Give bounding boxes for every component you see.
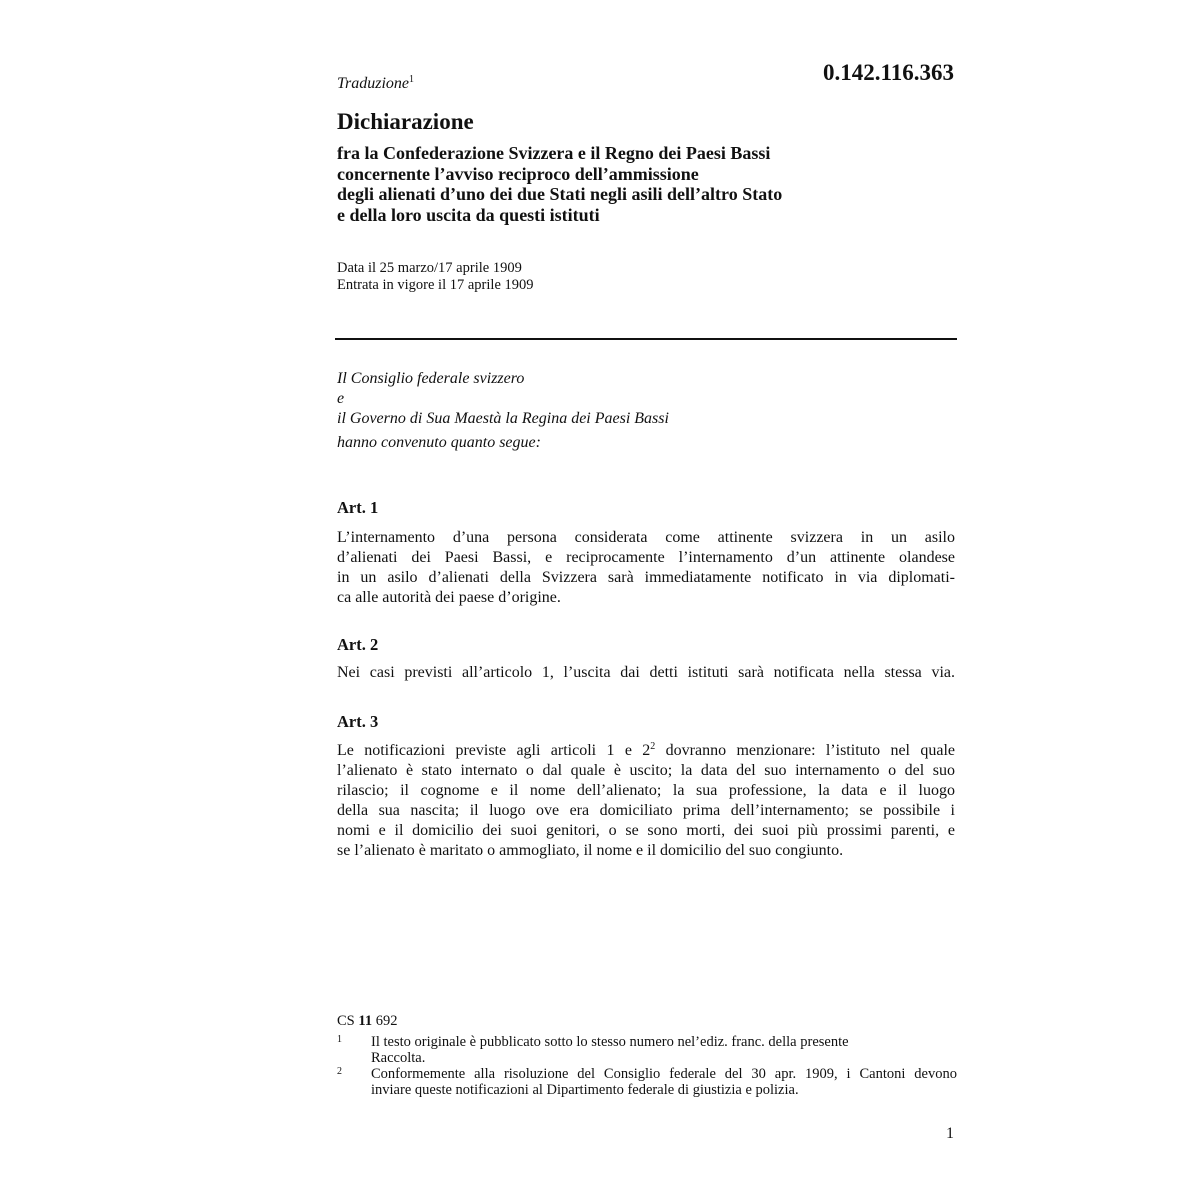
separator-rule: [335, 338, 957, 340]
document-dates: [337, 260, 534, 293]
cs-reference: CS 11 692: [337, 1013, 398, 1029]
document-title: Dichiarazione: [337, 109, 474, 134]
article-line: se l’alienato è maritato o ammogliato, il nome e il domicilio del suo congiunto.: [337, 842, 844, 859]
article-line: Le notificazioni previste agli articoli 1 e $2^2$ dovranno menzionare: l’istituto nel quale: [337, 741, 956, 759]
subtitle-line: degli alienati d’uno dei due Stati negli asili dell’altro Stato: [337, 184, 783, 204]
sr-number: 0.142.116.363: [823, 60, 954, 85]
document-page: [337, 0, 957, 1200]
preamble: [337, 369, 669, 453]
article-3-heading: Art. 3: [337, 712, 379, 731]
article-line: ca alle autorità dei paese d’origine.: [337, 589, 561, 606]
footnote-2: [337, 1066, 957, 1098]
article-line: Nei casi previsti all’articolo 1, l’uscita dai detti istituti sarà notificata nella stessa via.: [337, 664, 955, 681]
footnote-number: 1: [337, 1034, 342, 1045]
footnote-line: Il testo originale è pubblicato sotto lo stesso numero nel’ediz. franc. della presente: [371, 1034, 849, 1050]
article-1-heading: Art. 1: [337, 498, 379, 517]
footnote-ref-2: 2: [650, 741, 656, 752]
article-line: d’alienati dei Paesi Bassi, e reciprocamente l’internamento d’un attinente olandese: [337, 549, 955, 566]
footnote-line: inviare queste notificazioni al Dipartimento federale di giustizia e polizia.: [371, 1082, 799, 1098]
date-concluded: Data il 25 marzo/17 aprile 1909: [337, 260, 522, 276]
footnote-ref-1: 1: [409, 74, 415, 85]
preamble-conjunction: e: [337, 390, 345, 407]
article-line: in un asilo d’alienati della Svizzera sarà immediatamente notificato in via diplomati-: [337, 569, 955, 586]
article-line: rilascio; il cognome e il nome dell’alienato; la sua professione, la data e il luogo: [337, 782, 955, 799]
article-line: nomi e il domicilio dei suoi genitori, o se sono morti, dei suoi più prossimi parenti, e: [337, 822, 955, 839]
article-line: della sua nascita; il luogo ove era domiciliato prima dell’internamento; se possibile i: [337, 802, 955, 819]
article-3-text: [337, 741, 955, 861]
article-1-text: [337, 528, 955, 608]
document-subtitle: [337, 143, 782, 225]
subtitle-line: e della loro uscita da questi istituti: [337, 204, 600, 225]
article-2-text: [337, 663, 955, 683]
footnote-number: 2: [337, 1066, 342, 1077]
article-line: L’internamento d’una persona considerata come attinente svizzera in un asilo: [337, 529, 955, 546]
footnote-1: [337, 1034, 957, 1066]
article-2-heading: Art. 2: [337, 635, 379, 654]
preamble-party-2: il Governo di Sua Maestà la Regina dei Paesi Bassi: [337, 410, 669, 427]
subtitle-line: concernente l’avviso reciproco dell’ammissione: [337, 163, 699, 184]
footnote-line: Raccolta.: [371, 1050, 426, 1066]
translation-label: Traduzione$^1$: [337, 74, 415, 92]
page-number: 1: [946, 1125, 954, 1142]
subtitle-line: fra la Confederazione Svizzera e il Regno dei Paesi Bassi: [337, 143, 771, 163]
preamble-party-1: Il Consiglio federale svizzero: [337, 370, 525, 387]
article-line: l’alienato è stato internato o dal quale è uscito; la data del suo internamento o del suo: [337, 762, 955, 779]
date-in-force: Entrata in vigore il 17 aprile 1909: [337, 276, 534, 293]
footnote-line: Conformemente alla risoluzione del Consiglio federale del 30 apr. 1909, i Cantoni devono: [371, 1066, 957, 1082]
preamble-closing: hanno convenuto quanto segue:: [337, 434, 541, 451]
